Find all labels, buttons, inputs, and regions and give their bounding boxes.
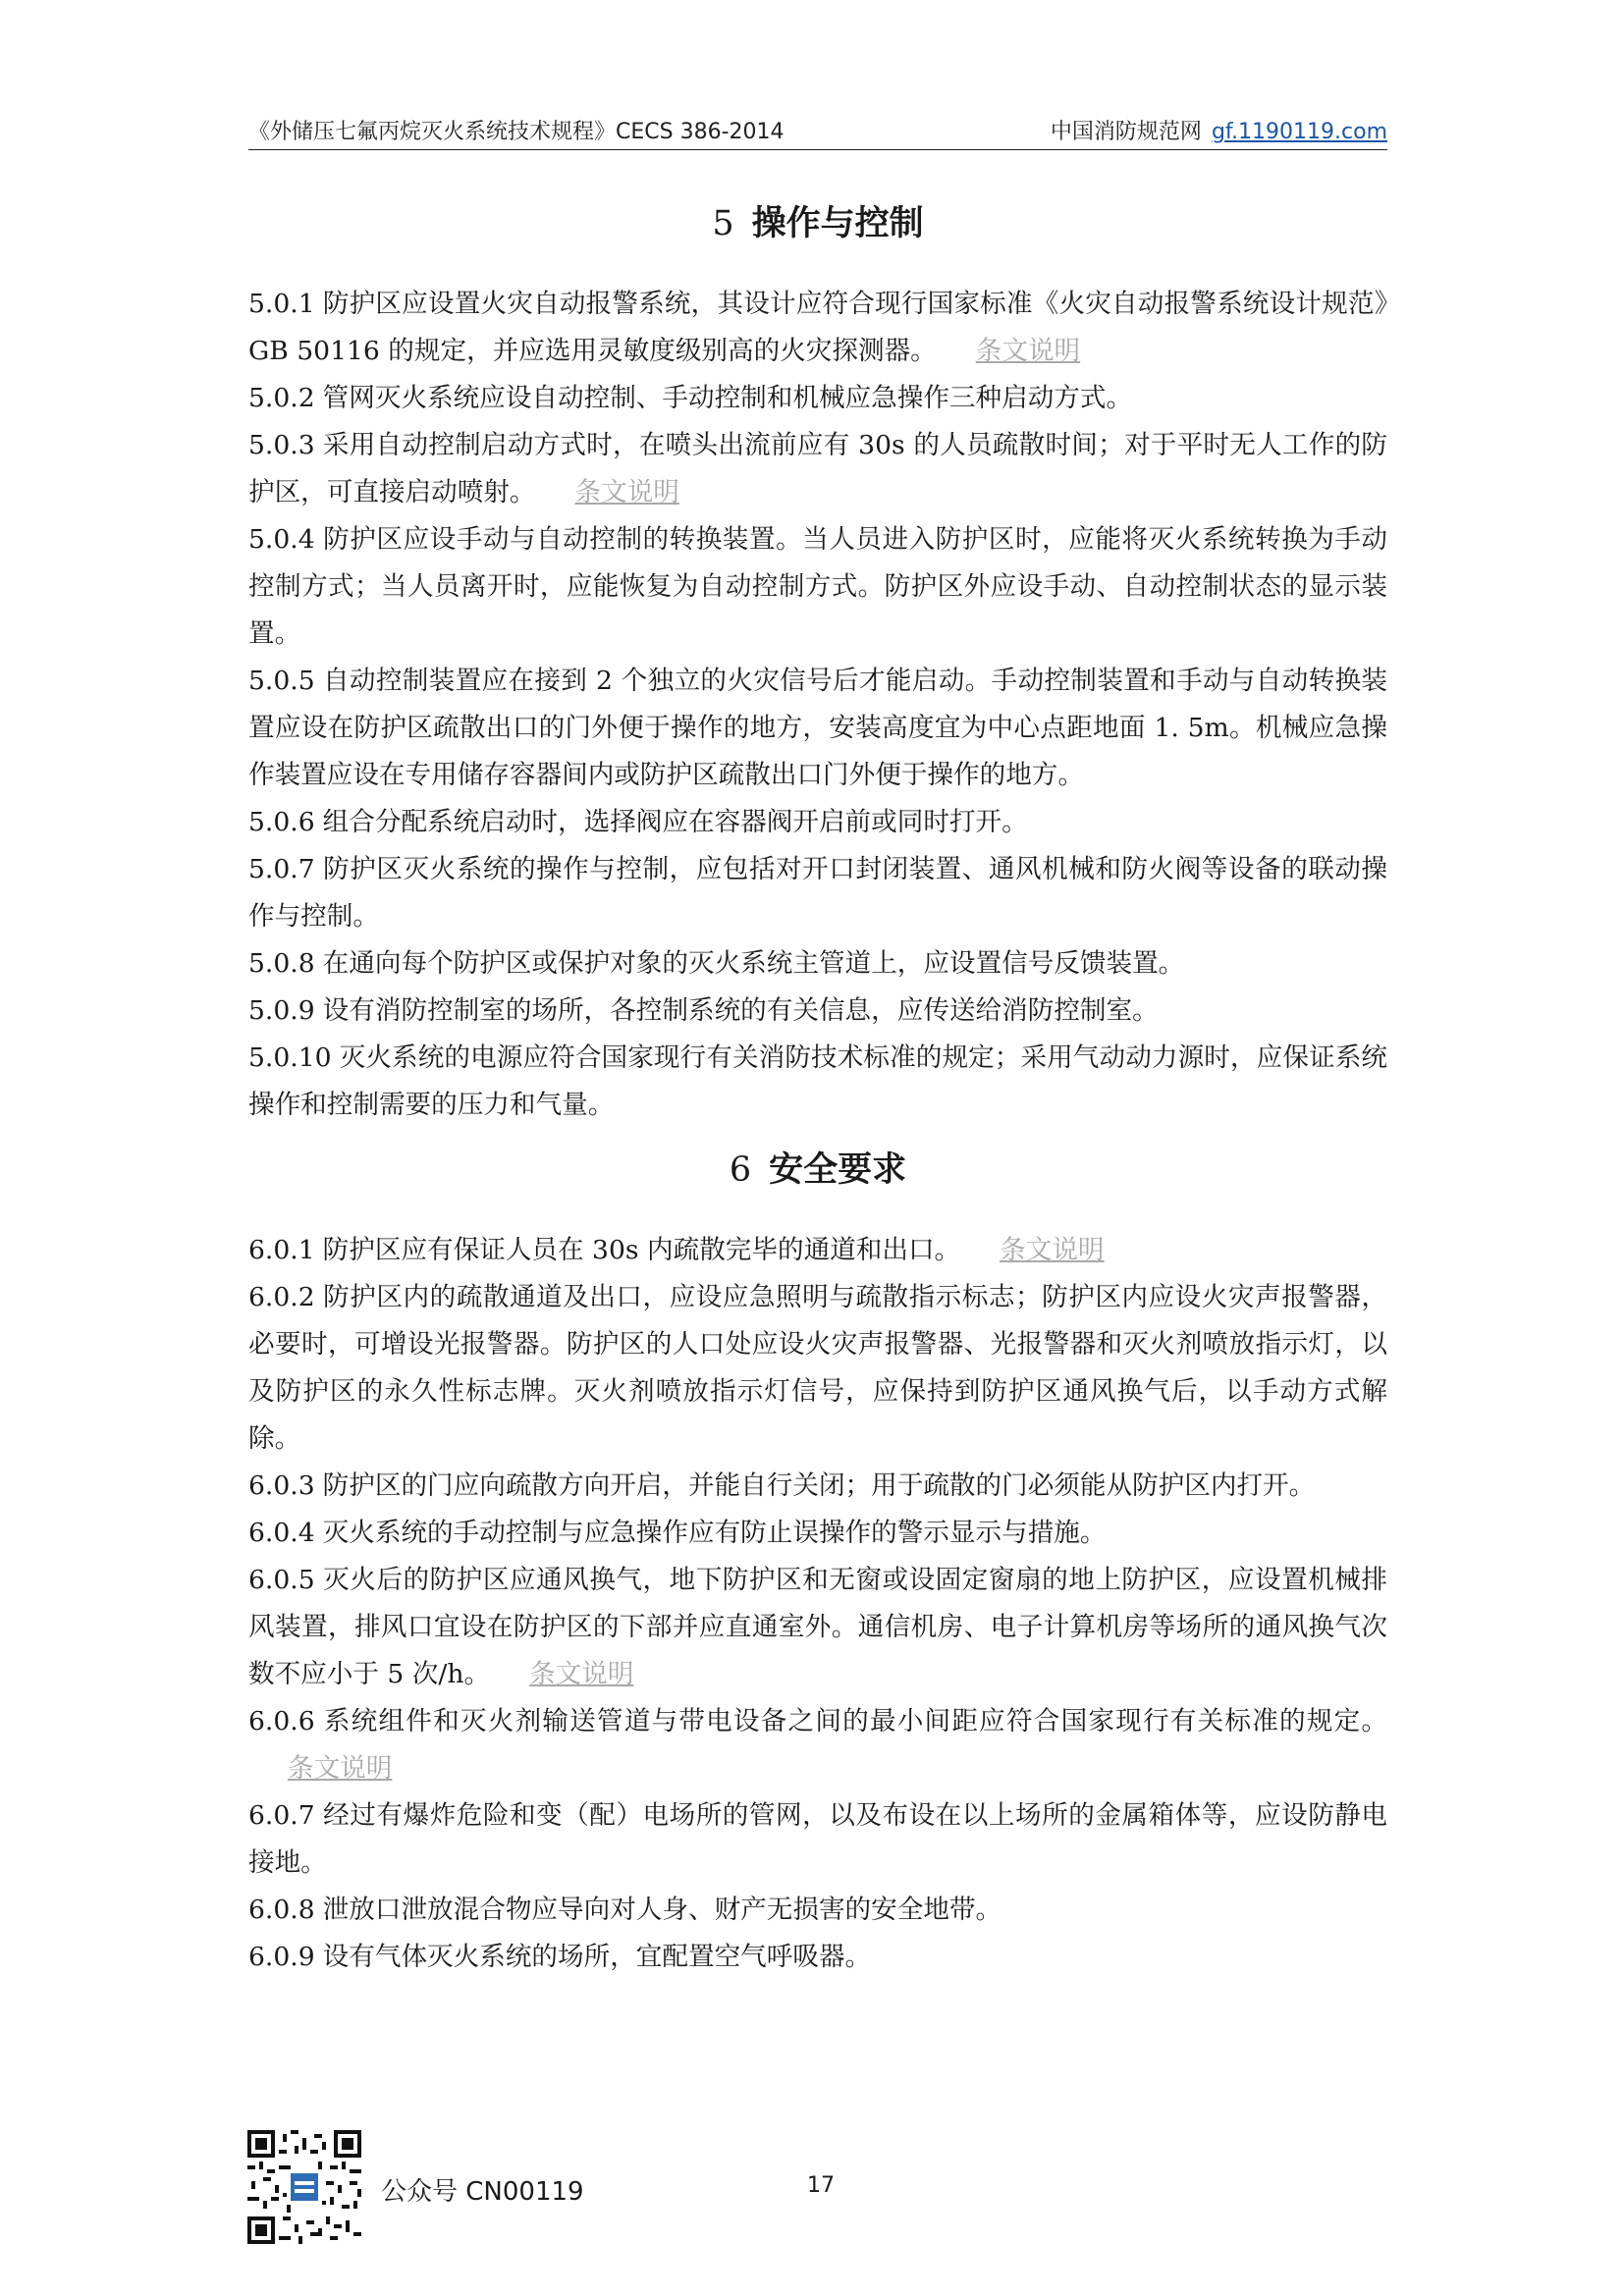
page-number: 17 bbox=[807, 2173, 835, 2198]
doc-title: 《外储压七氟丙烷灭火系统技术规程》CECS 386-2014 bbox=[248, 120, 785, 144]
clause-number: 5.0.5 bbox=[248, 666, 315, 696]
clause-6-0-6 bbox=[248, 1698, 1387, 1792]
clause-5-0-3 bbox=[248, 422, 1387, 516]
clause-text: 泄放口泄放混合物应导向对人身、财产无损害的安全地带。 bbox=[322, 1895, 1002, 1925]
clause-text: 系统组件和灭火剂输送管道与带电设备之间的最小间距应符合国家现行有关标准的规定。 bbox=[322, 1706, 1387, 1736]
clause-number: 6.0.8 bbox=[248, 1895, 315, 1925]
clause-explanation-link[interactable]: 条文说明 bbox=[574, 477, 679, 507]
clause-number: 6.0.6 bbox=[248, 1706, 315, 1736]
clause-6-0-4 bbox=[248, 1510, 1387, 1557]
clause-5-0-7 bbox=[248, 846, 1387, 940]
clause-text: 防护区应有保证人员在 30s 内疏散完毕的通道和出口。 bbox=[322, 1235, 961, 1265]
clause-text: 防护区灭火系统的操作与控制，应包括对开口封闭装置、通风机械和防火阀等设备的联动操作与控制。 bbox=[248, 854, 1387, 932]
clause-number: 5.0.8 bbox=[248, 948, 315, 979]
clause-number: 6.0.7 bbox=[248, 1800, 315, 1831]
clause-text: 防护区内的疏散通道及出口，应设应急照明与疏散指示标志；防护区内应设火灾声报警器，必要时，可增设光报警器。防护区的人口处应设火灾声报警器、光报警器和灭火剂喷放指示灯，以及防护区的永久性标志牌。灭火剂喷放指示灯信号，应保持到防护区通风换气后，以手动方式解除。 bbox=[248, 1282, 1387, 1454]
clause-text: 自动控制装置应在接到 2 个独立的火灾信号后才能启动。手动控制装置和手动与自动转换装置应设在防护区疏散出口的门外便于操作的地方，安装高度宜为中心点距地面 1. 5m。机械应急操作装置应设在专用储存容器间内或防护区疏散出口门外便于操作的地方。 bbox=[248, 666, 1387, 790]
clause-5-0-6 bbox=[248, 799, 1387, 846]
section-title-text: 操作与控制 bbox=[751, 204, 924, 243]
clause-text: 防护区应设手动与自动控制的转换装置。当人员进入防护区时，应能将灭火系统转换为手动控制方式；当人员离开时，应能恢复为自动控制方式。防护区外应设手动、自动控制状态的显示装置。 bbox=[248, 524, 1387, 649]
qr-code-icon bbox=[247, 2130, 361, 2244]
section-5-clauses bbox=[248, 281, 1387, 1129]
clause-number: 6.0.9 bbox=[248, 1942, 315, 1972]
section-number: 5 bbox=[712, 204, 734, 243]
section-6-title bbox=[248, 1143, 1387, 1192]
clause-number: 6.0.3 bbox=[248, 1470, 315, 1501]
clause-text: 灭火后的防护区应通风换气，地下防护区和无窗或设固定窗扇的地上防护区，应设置机械排风装置，排风口宜设在防护区的下部并应直通室外。通信机房、电子计算机房等场所的通风换气次数不应小于 5 次/h。 bbox=[248, 1565, 1387, 1689]
site-url-link[interactable]: gf.1190119.com bbox=[1211, 120, 1387, 144]
section-6-clauses bbox=[248, 1227, 1387, 1981]
clause-text: 灭火系统的电源应符合国家现行有关消防技术标准的规定；采用气动动力源时，应保证系统操作和控制需要的压力和气量。 bbox=[248, 1042, 1387, 1120]
clause-6-0-9 bbox=[248, 1934, 1387, 1981]
clause-number: 6.0.5 bbox=[248, 1565, 315, 1595]
site-name: 中国消防规范网 bbox=[1050, 120, 1202, 144]
clause-number: 5.0.6 bbox=[248, 807, 315, 837]
clause-5-0-9 bbox=[248, 988, 1387, 1035]
section-5-title bbox=[248, 196, 1387, 245]
clause-text: 防护区的门应向疏散方向开启，并能自行关闭；用于疏散的门必须能从防护区内打开。 bbox=[322, 1470, 1316, 1501]
section-title-text: 安全要求 bbox=[769, 1150, 907, 1190]
clause-number: 5.0.1 bbox=[248, 289, 315, 319]
clause-5-0-2 bbox=[248, 375, 1387, 422]
clause-5-0-5 bbox=[248, 658, 1387, 799]
section-number: 6 bbox=[729, 1150, 752, 1190]
clause-6-0-7 bbox=[248, 1792, 1387, 1887]
clause-number: 6.0.2 bbox=[248, 1282, 315, 1312]
clause-text: 采用自动控制启动方式时，在喷头出流前应有 30s 的人员疏散时间；对于平时无人工作的防护区，可直接启动喷射。 bbox=[248, 430, 1387, 507]
clause-text: 组合分配系统启动时，选择阀应在容器阀开启前或同时打开。 bbox=[322, 807, 1028, 837]
clause-6-0-1 bbox=[248, 1227, 1387, 1274]
clause-text: 设有气体灭火系统的场所，宜配置空气呼吸器。 bbox=[322, 1942, 872, 1972]
clause-text: 设有消防控制室的场所，各控制系统的有关信息，应传送给消防控制室。 bbox=[322, 995, 1159, 1026]
clause-number: 5.0.3 bbox=[248, 430, 315, 460]
clause-explanation-link[interactable]: 条文说明 bbox=[529, 1659, 634, 1689]
clause-5-0-10 bbox=[248, 1035, 1387, 1129]
clause-text: 灭火系统的手动控制与应急操作应有防止误操作的警示显示与措施。 bbox=[322, 1518, 1107, 1548]
clause-text: 管网灭火系统应设自动控制、手动控制和机械应急操作三种启动方式。 bbox=[322, 383, 1133, 413]
clause-number: 5.0.9 bbox=[248, 995, 315, 1026]
clause-number: 6.0.4 bbox=[248, 1518, 315, 1548]
clause-text: 在通向每个防护区或保护对象的灭火系统主管道上，应设置信号反馈装置。 bbox=[322, 948, 1185, 979]
clause-5-0-8 bbox=[248, 940, 1387, 988]
clause-number: 5.0.7 bbox=[248, 854, 315, 884]
official-account: 公众号 CN00119 bbox=[381, 2177, 584, 2207]
clause-explanation-link[interactable]: 条文说明 bbox=[288, 1753, 393, 1784]
site-info bbox=[1051, 115, 1387, 145]
clause-number: 5.0.2 bbox=[248, 383, 315, 413]
page-header bbox=[248, 116, 1387, 150]
clause-number: 5.0.10 bbox=[248, 1042, 332, 1073]
clause-5-0-4 bbox=[248, 516, 1387, 658]
clause-6-0-8 bbox=[248, 1887, 1387, 1934]
clause-explanation-link[interactable]: 条文说明 bbox=[975, 336, 1081, 366]
clause-number: 6.0.1 bbox=[248, 1235, 315, 1265]
clause-6-0-2 bbox=[248, 1274, 1387, 1463]
clause-6-0-3 bbox=[248, 1463, 1387, 1510]
clause-explanation-link[interactable]: 条文说明 bbox=[1000, 1235, 1105, 1265]
clause-text: 防护区应设置火灾自动报警系统，其设计应符合现行国家标准《火灾自动报警系统设计规范》GB 50116 的规定，并应选用灵敏度级别高的火灾探测器。 bbox=[248, 289, 1387, 366]
clause-number: 5.0.4 bbox=[248, 524, 315, 555]
clause-5-0-1 bbox=[248, 281, 1387, 375]
clause-text: 经过有爆炸危险和变（配）电场所的管网，以及布设在以上场所的金属箱体等，应设防静电接地。 bbox=[248, 1800, 1387, 1878]
clause-6-0-5 bbox=[248, 1557, 1387, 1698]
